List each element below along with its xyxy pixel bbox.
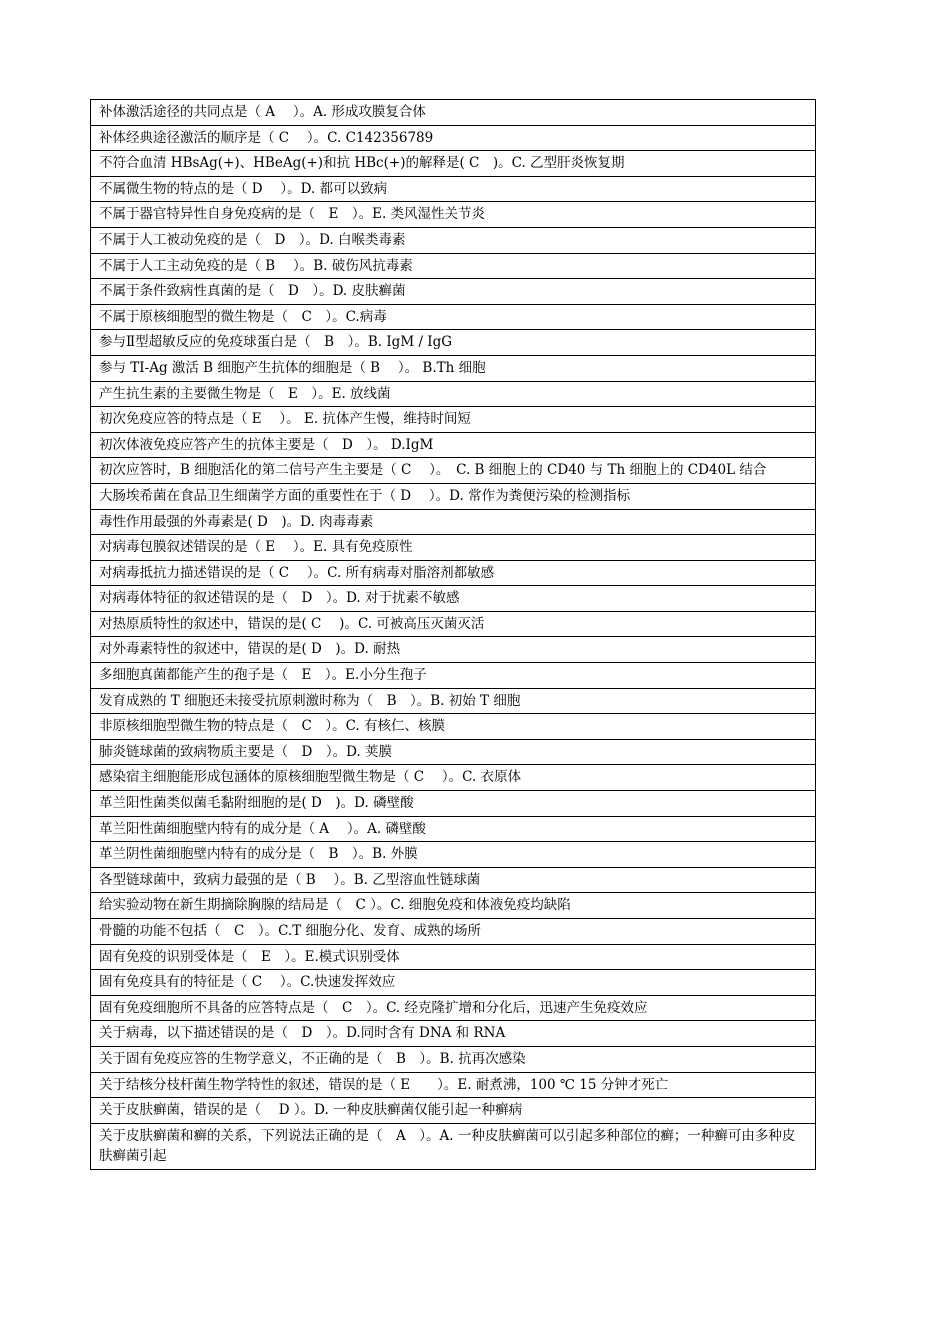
table-row: [91, 944, 816, 970]
table-row: [91, 202, 816, 228]
table-cell: 不属于人工被动免疫的是（ D ）。D. 白喉类毒素: [91, 227, 816, 253]
table-row: [91, 1021, 816, 1047]
table-cell: 初次免疫应答的特点是（ E ）。 E. 抗体产生慢，维持时间短: [91, 407, 816, 433]
table-cell: 不属于条件致病性真菌的是（ D ）。D. 皮肤癣菌: [91, 279, 816, 305]
table-cell: 骨髓的功能不包括（ C ）。C.T 细胞分化、发育、成熟的场所: [91, 919, 816, 945]
table-row: [91, 867, 816, 893]
table-row: [91, 227, 816, 253]
table-cell: 固有免疫具有的特征是（ C ）。C.快速发挥效应: [91, 970, 816, 996]
table-cell: 补体经典途径激活的顺序是（ C ）。C. C142356789: [91, 125, 816, 151]
table-cell: 对病毒体特征的叙述错误的是（ D ）。D. 对于扰素不敏感: [91, 586, 816, 612]
table-cell: 革兰阴性菌细胞壁内特有的成分是（ B ）。B. 外膜: [91, 842, 816, 868]
table-row: [91, 970, 816, 996]
table-cell: 对病毒包膜叙述错误的是（ E ）。E. 具有免疫原性: [91, 535, 816, 561]
table-row: [91, 586, 816, 612]
table-cell: 毒性作用最强的外毒素是( D )。D. 肉毒毒素: [91, 509, 816, 535]
table-row: [91, 304, 816, 330]
table-row: [91, 791, 816, 817]
table-cell: 产生抗生素的主要微生物是（ E ）。E. 放线菌: [91, 381, 816, 407]
table-row: [91, 893, 816, 919]
table-cell: 固有免疫的识别受体是（ E ）。E.模式识别受体: [91, 944, 816, 970]
table-row: [91, 560, 816, 586]
table-row: [91, 253, 816, 279]
table-cell: 不属于原核细胞型的微生物是（ C ）。C.病毒: [91, 304, 816, 330]
table-cell: 对病毒抵抗力描述错误的是（ C ）。C. 所有病毒对脂溶剂都敏感: [91, 560, 816, 586]
table-cell: 固有免疫细胞所不具备的应答特点是（ C ）。C. 经克隆扩增和分化后，迅速产生免疫效应: [91, 995, 816, 1021]
table-cell: 关于固有免疫应答的生物学意义，不正确的是（ B ）。B. 抗再次感染: [91, 1046, 816, 1072]
table-cell: 不属于器官特异性自身免疫病的是（ E ）。E. 类风湿性关节炎: [91, 202, 816, 228]
table-cell: 参与 TI-Ag 激活 B 细胞产生抗体的细胞是（ B ）。 B.Th 细胞: [91, 355, 816, 381]
table-cell: 关于结核分枝杆菌生物学特性的叙述，错误的是（ E ）。E. 耐煮沸，100 ℃ 15 分钟才死亡: [91, 1072, 816, 1098]
table-row: [91, 842, 816, 868]
table-row: [91, 637, 816, 663]
table-row: [91, 407, 816, 433]
table-cell: 关于皮肤癣菌，错误的是（ D ）。D. 一种皮肤癣菌仅能引起一种癣病: [91, 1098, 816, 1124]
table-row: [91, 432, 816, 458]
table-cell: 初次应答时，B 细胞活化的第二信号产生主要是（ C ）。 C. B 细胞上的 CD40 与 Th 细胞上的 CD40L 结合: [91, 458, 816, 484]
table-row: [91, 279, 816, 305]
table-row: [91, 816, 816, 842]
table-row: [91, 688, 816, 714]
table-cell: 多细胞真菌都能产生的孢子是（ E ）。E.小分生孢子: [91, 663, 816, 689]
table-cell: 各型链球菌中，致病力最强的是（ B ）。B. 乙型溶血性链球菌: [91, 867, 816, 893]
table-cell: 不属微生物的特点的是（ D ）。D. 都可以致病: [91, 176, 816, 202]
table-row: [91, 100, 816, 126]
table-row: [91, 509, 816, 535]
table-cell: 肺炎链球菌的致病物质主要是（ D ）。D. 荚膜: [91, 739, 816, 765]
table-row: [91, 995, 816, 1021]
table-cell: 大肠埃希菌在食品卫生细菌学方面的重要性在于（ D ）。D. 常作为粪便污染的检测指标: [91, 483, 816, 509]
table-row: [91, 381, 816, 407]
table-row: [91, 330, 816, 356]
table-cell: 不属于人工主动免疫的是（ B ）。B. 破伤风抗毒素: [91, 253, 816, 279]
table-cell: 对热原质特性的叙述中，错误的是( C )。C. 可被高压灭菌灭活: [91, 611, 816, 637]
table-row: [91, 1123, 816, 1169]
table-cell: 革兰阳性菌细胞壁内特有的成分是（ A ）。A. 磷壁酸: [91, 816, 816, 842]
table-row: [91, 535, 816, 561]
document-page: [90, 99, 816, 1170]
table-row: [91, 663, 816, 689]
table-cell: 革兰阳性菌类似菌毛黏附细胞的是( D )。D. 磷壁酸: [91, 791, 816, 817]
table-cell: 对外毒素特性的叙述中，错误的是( D )。D. 耐热: [91, 637, 816, 663]
table-cell: 感染宿主细胞能形成包涵体的原核细胞型微生物是（ C ）。C. 衣原体: [91, 765, 816, 791]
table-row: [91, 483, 816, 509]
table-row: [91, 355, 816, 381]
qa-table: [90, 99, 816, 1170]
table-cell: 非原核细胞型微生物的特点是（ C ）。C. 有核仁、核膜: [91, 714, 816, 740]
table-row: [91, 765, 816, 791]
table-row: [91, 714, 816, 740]
table-cell: 不符合血清 HBsAg(+)、HBeAg(+)和抗 HBc(+)的解释是( C )。C. 乙型肝炎恢复期: [91, 151, 816, 177]
table-cell: 参与Ⅱ型超敏反应的免疫球蛋白是（ B ）。B. IgM / IgG: [91, 330, 816, 356]
table-row: [91, 919, 816, 945]
table-row: [91, 151, 816, 177]
table-cell: 发育成熟的 T 细胞还未接受抗原刺激时称为（ B ）。B. 初始 T 细胞: [91, 688, 816, 714]
table-cell: 补体激活途径的共同点是（ A ）。A. 形成攻膜复合体: [91, 100, 816, 126]
table-row: [91, 739, 816, 765]
table-row: [91, 1098, 816, 1124]
table-row: [91, 176, 816, 202]
table-row: [91, 611, 816, 637]
table-row: [91, 1072, 816, 1098]
table-cell: 初次体液免疫应答产生的抗体主要是（ D ）。 D.IgM: [91, 432, 816, 458]
table-cell: 关于皮肤癣菌和癣的关系，下列说法正确的是（ A ）。A. 一种皮肤癣菌可以引起多种部位的癣；一种癣可由多种皮肤癣菌引起: [91, 1123, 816, 1169]
table-cell: 关于病毒，以下描述错误的是（ D ）。D.同时含有 DNA 和 RNA: [91, 1021, 816, 1047]
table-row: [91, 458, 816, 484]
table-row: [91, 125, 816, 151]
table-row: [91, 1046, 816, 1072]
table-cell: 给实验动物在新生期摘除胸腺的结局是（ C ）。C. 细胞免疫和体液免疫均缺陷: [91, 893, 816, 919]
